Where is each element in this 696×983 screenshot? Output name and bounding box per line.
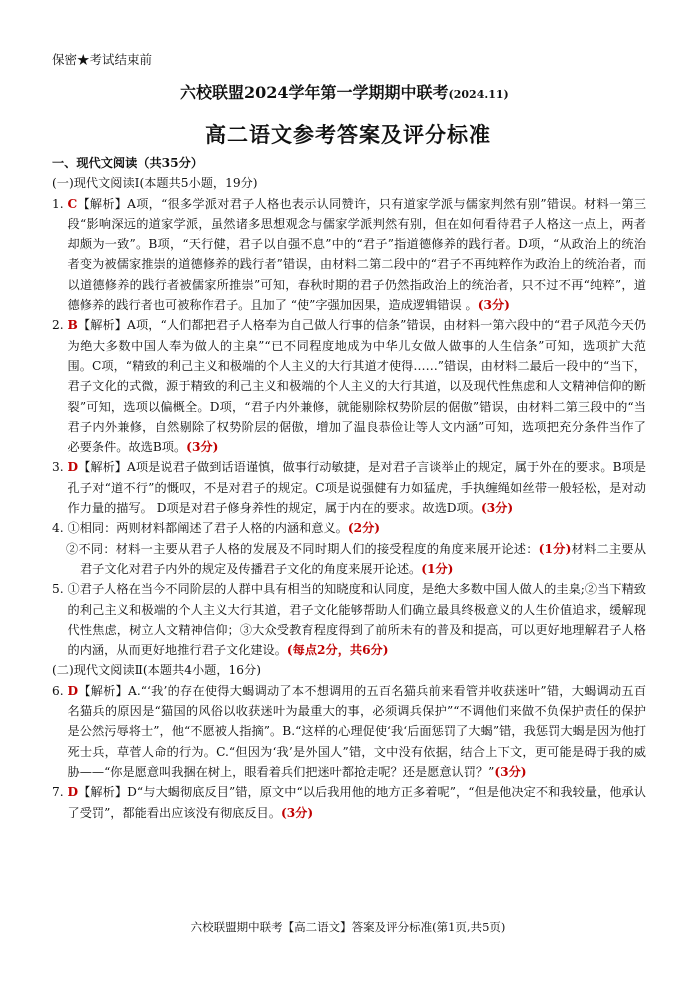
union-title-text: 六校联盟2024学年第一学期期中联考	[180, 83, 449, 102]
answer-line-1: ①相同：两则材料都阐述了君子人格的内涵和意义。	[67, 521, 348, 536]
question-4-line-2	[52, 539, 646, 580]
answer-letter: B	[67, 318, 78, 333]
analysis-text: D“与大蝎彻底反目”错，原文中“以后我用他的地方正多着呢”，“但是他决定不和我较量，他承认了受罚”，都能看出应该没有彻底反目。	[67, 785, 646, 820]
points: (3分)	[477, 298, 510, 313]
answer-line-2: ②不同：材料一主要从君子人格的发展及不同时期人们的接受程度的角度来展开论述：	[66, 541, 539, 556]
points: (每点2分，共6分)	[286, 643, 389, 658]
subsection-heading-2: (二)现代文阅读Ⅱ(本题共4小题，16分)	[52, 663, 262, 678]
union-exam-title	[0, 80, 696, 103]
exam-date: (2024.11)	[448, 88, 509, 101]
analysis-text: A项，“很多学派对君子人格也表示认同赞许，只有道家学派与儒家判然有别”错误。材料一第三段“影响深远的道家学派，虽然诸多思想观念与儒家学派判然有别，但在如何看待君子人格这一点上，两者却颇为一致”。B项，“天行健，君子以自强不息”中的“君子”指道德修养的践行者。D项，“从政治上的统治者变为被儒家推崇的道德修养的践行者”错误，由材料二第二段中的“君子不再纯粹作为政治上的统治者，而以道德修养的践行者被儒家所推崇”可知，春秋时期的君子仍然指政治上的统治者，只不过不再“纯粹”，道德修养的践行者也可被称作君子。且加了 “使”字强加因果，造成逻辑错误 。	[67, 196, 647, 313]
question-3	[52, 457, 646, 518]
page-title: 高二语文参考答案及评分标准	[205, 122, 491, 147]
points: (3分)	[186, 440, 219, 455]
answer-line-2b: 材料二主要从君子文化对君子内外的规定及传播君子文化的角度来展开论述。	[80, 541, 647, 576]
question-7	[52, 782, 646, 823]
analysis-text: A.“‘我’的存在使得大蝎调动了本不想调用的五百名猫兵前来看管并收获迷叶”错，大蝎调动五百名猫兵的原因是“猫国的风俗以收获迷叶为最重大的事，必须调兵保护”“不调他们来做不负保护责任的保护是公然污辱将士”，他“不愿被人指摘”。B.“这样的心理促使‘我‘后面惩罚了大蝎”错，我惩罚大蝎是因为他打死士兵，草菅人命的行为。C.“但因为‘我’是外国人”错，文中没有依据，结合上下文，更可能是碍于我的威胁——“你是愿意叫我捆在树上，眼看着兵们把迷叶都抢走呢？还是愿意认罚？”	[67, 683, 647, 779]
question-number: 5.	[52, 582, 68, 597]
points: (3分)	[280, 805, 314, 820]
question-number: 7.	[52, 785, 68, 800]
points: (3分)	[480, 501, 514, 516]
question-number: 3.	[52, 460, 68, 475]
question-number: 4.	[52, 521, 68, 536]
section-heading: 一、现代文阅读（共35分）	[52, 156, 204, 170]
points: (2分)	[347, 521, 381, 536]
analysis-text: A项，“人们都把君子人格奉为自己做人行事的信条”错误，由材料一第六段中的“君子风范今天仍为绝大多数中国人奉为做人的主臬”“已不同程度地成为中华儿女做人做事的人生信条”可知，选项扩大范围。C项，“精致的利己主义和极端的个人主义的大行其道才使得……”错误，由材料二最后一段中的“当下，君子文化的式微，源于精致的利己主义和极端的个人主义的大行其道，以及现代性焦虑和人文精神信仰的断裂”可知，选项以偏概全。D项，“君子内外兼修，就能剔除权势阶层的倨傲”错误，由材料二第三段中的“当君子内外兼修，自然剔除了权势阶层的倨傲，增加了温良恭俭让等人文内涵”可知，选项把充分条件当作了必要条件。故选B项。	[67, 318, 647, 455]
answer-text: ①君子人格在当今不同阶层的人群中具有相当的知晓度和认同度，是绝大多数中国人做人的圭臬;②当下精致的利己主义和极端的个人主义大行其道，君子文化能够帮助人们确立最具终极意义的人生价值追求，缓解现代性焦虑，树立人文精神信仰；③大众受教育程度得到了前所未有的普及和提高，可以更好地理解君子人格的内涵，从而更好地推行君子文化建设。	[67, 582, 646, 658]
analysis-tag: 【解析】	[78, 460, 128, 475]
answer-letter: C	[67, 196, 78, 211]
analysis-tag: 【解析】	[77, 196, 128, 211]
subsection-heading-1: (一)现代文阅读Ⅰ(本题共5小题，19分)	[52, 176, 258, 191]
question-5	[52, 579, 646, 660]
points: (1分)	[421, 561, 454, 576]
analysis-tag: 【解析】	[78, 683, 129, 698]
confidential-label: 保密★考试结束前	[52, 52, 153, 67]
question-number: 2.	[52, 318, 68, 333]
question-number: 6.	[52, 683, 68, 698]
answer-letter: D	[67, 785, 79, 800]
analysis-tag: 【解析】	[77, 318, 128, 333]
question-1	[52, 194, 646, 316]
question-6	[52, 681, 646, 782]
page-footer: 六校联盟期中联考【高二语文】答案及评分标准(第1页,共5页)	[190, 920, 506, 934]
analysis-tag: 【解析】	[78, 785, 128, 800]
question-2	[52, 315, 646, 457]
answer-letter: D	[67, 460, 79, 475]
answer-letter: D	[67, 683, 79, 698]
answer-body	[52, 153, 646, 823]
analysis-text: A项是说君子做到话语谨慎，做事行动敏捷，是对君子言谈举止的规定，属于外在的要求。B项是孔子对“道不行”的慨叹，不是对君子的规定。C项是说强健有力如猛虎，手执缠绳如丝带一般轻松，是对动作力量的描写。 D项是对君子修身养性的规定，属于内在的要求。故选D项。	[67, 460, 646, 516]
question-4	[52, 518, 646, 538]
points: (1分)	[538, 541, 572, 556]
points: (3分)	[494, 764, 527, 779]
question-number: 1.	[52, 196, 68, 211]
